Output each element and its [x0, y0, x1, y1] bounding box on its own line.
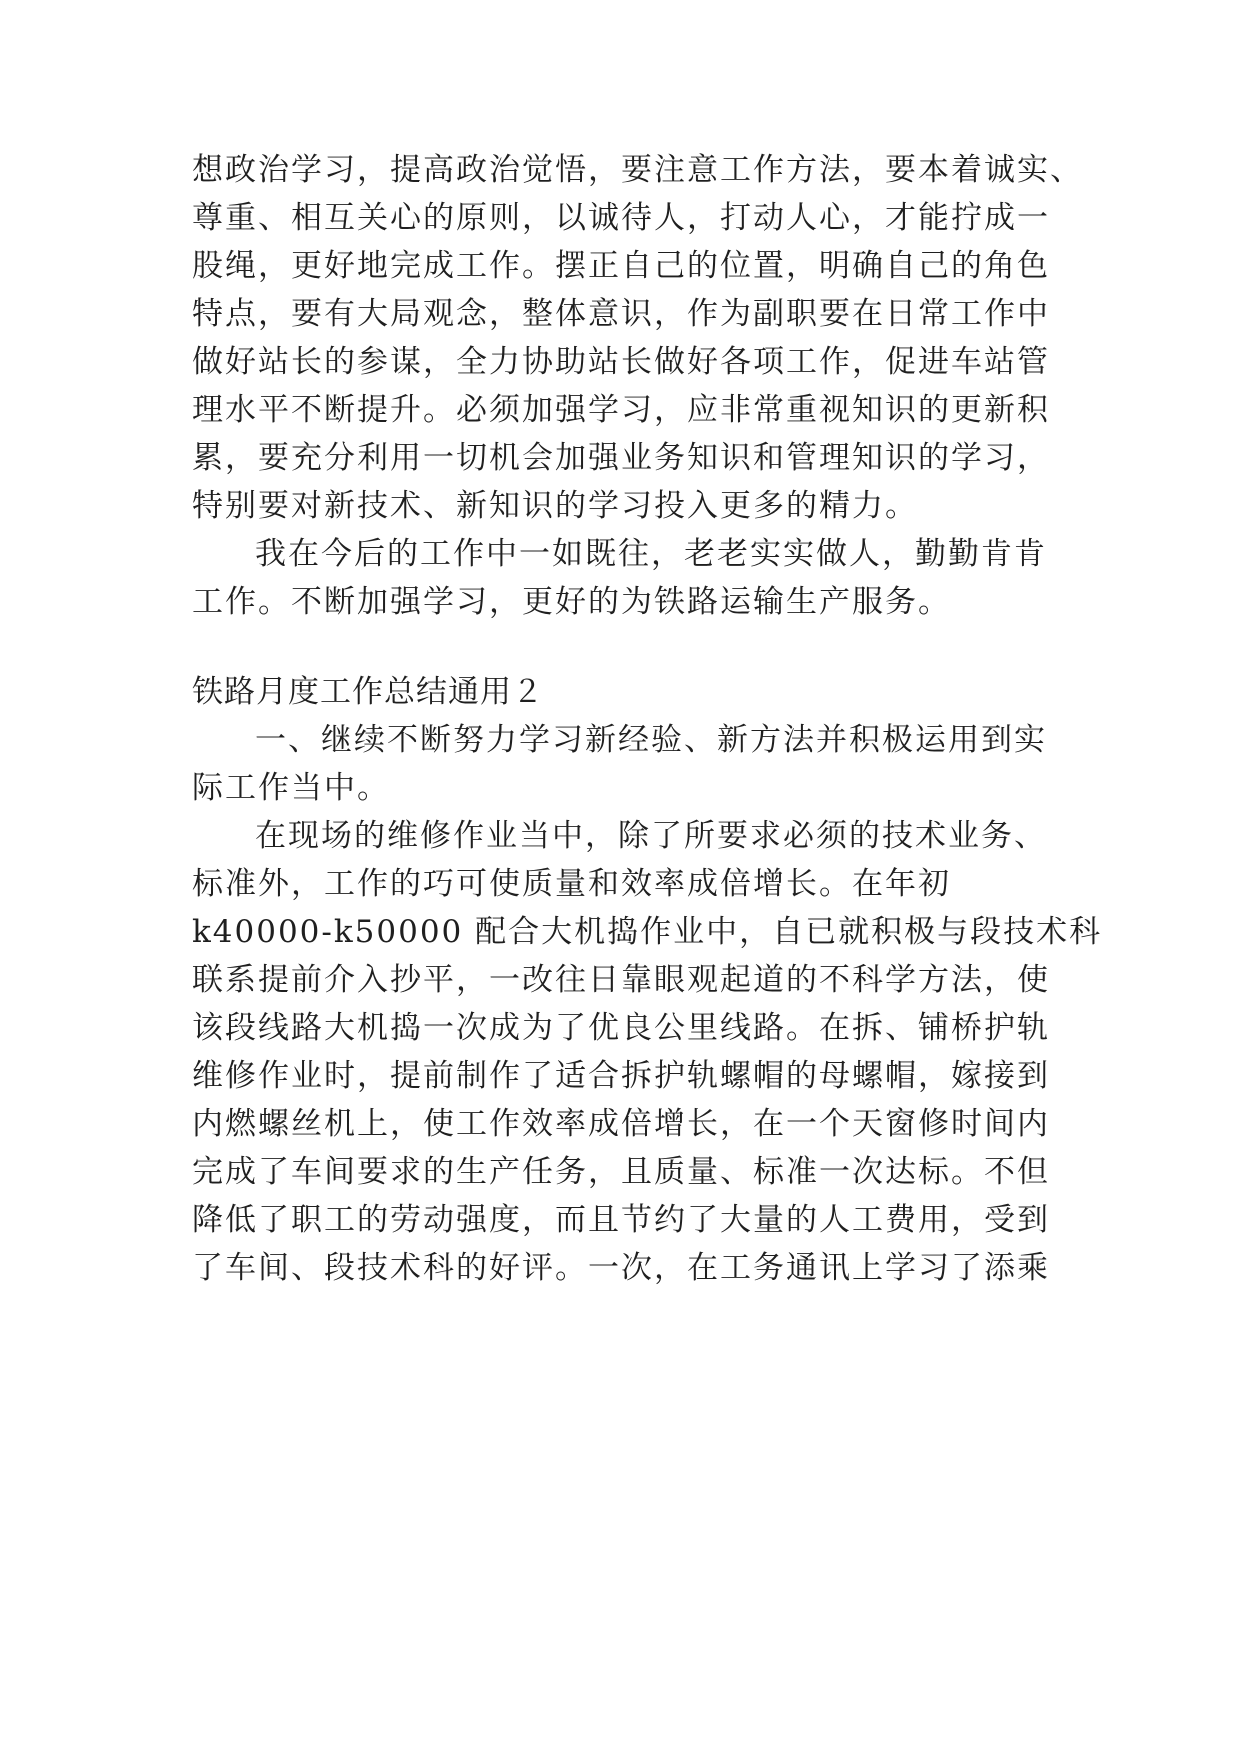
paragraph-line: 完成了车间要求的生产任务，且质量、标准一次达标。不但	[192, 1154, 1050, 1190]
paragraph-line: 降低了职工的劳动强度，而且节约了大量的人工费用，受到	[192, 1202, 1050, 1238]
paragraph-line: 联系提前介入抄平，一改往日靠眼观起道的不科学方法，使	[192, 962, 1050, 998]
paragraph-line: 该段线路大机捣一次成为了优良公里线路。在拆、铺桥护轨	[192, 1010, 1050, 1046]
paragraph-line: 特点，要有大局观念，整体意识，作为副职要在日常工作中	[192, 296, 1050, 332]
paragraph-line: 累，要充分利用一切机会加强业务知识和管理知识的学习，	[192, 440, 1050, 476]
paragraph-line: 一、继续不断努力学习新经验、新方法并积极运用到实	[255, 722, 1047, 758]
paragraph-line: 工作。不断加强学习，更好的为铁路运输生产服务。	[192, 584, 951, 620]
paragraph-line: 我在今后的工作中一如既往，老老实实做人，勤勤肯肯	[255, 536, 1047, 572]
paragraph-line: 股绳，更好地完成工作。摆正自己的位置，明确自己的角色	[192, 248, 1050, 284]
paragraph-line: 想政治学习，提高政治觉悟，要注意工作方法，要本着诚实、	[192, 152, 1083, 188]
paragraph-line: 尊重、相互关心的原则，以诚待人，打动人心，才能拧成一	[192, 200, 1050, 236]
paragraph-line: 了车间、段技术科的好评。一次，在工务通讯上学习了添乘	[192, 1250, 1050, 1286]
paragraph-line: 际工作当中。	[192, 770, 390, 806]
section-title: 铁路月度工作总结通用２	[192, 674, 544, 710]
paragraph-line: 在现场的维修作业当中，除了所要求必须的技术业务、	[255, 818, 1047, 854]
paragraph-line: 特别要对新技术、新知识的学习投入更多的精力。	[192, 488, 918, 524]
paragraph-line: 维修作业时，提前制作了适合拆护轨螺帽的母螺帽，嫁接到	[192, 1058, 1050, 1094]
paragraph-line: 做好站长的参谋，全力协助站长做好各项工作，促进车站管	[192, 344, 1050, 380]
paragraph-line: k40000-k50000 配合大机捣作业中，自已就积极与段技术科	[192, 914, 1103, 950]
paragraph-line: 标准外，工作的巧可使质量和效率成倍增长。在年初	[192, 866, 951, 902]
paragraph-line: 内燃螺丝机上，使工作效率成倍增长，在一个天窗修时间内	[192, 1106, 1050, 1142]
paragraph-line: 理水平不断提升。必须加强学习，应非常重视知识的更新积	[192, 392, 1050, 428]
